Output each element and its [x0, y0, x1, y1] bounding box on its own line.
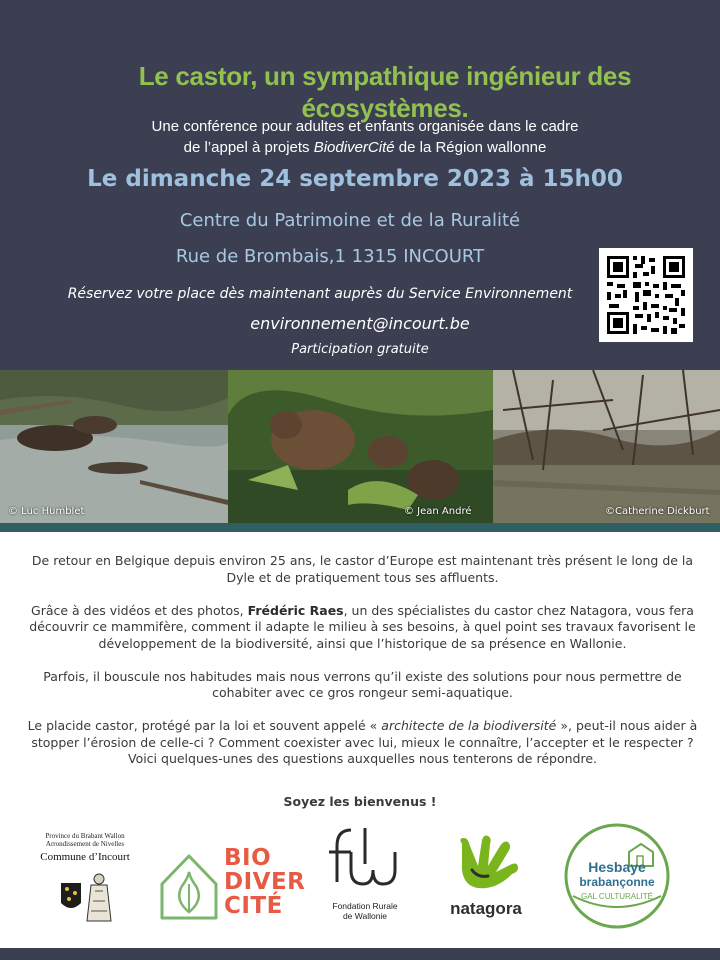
- header-banner: [0, 0, 720, 370]
- cite-word: CITÉ: [224, 893, 283, 919]
- beaver-river-image: [0, 370, 228, 523]
- gal-hesbaye-logo: [563, 822, 671, 930]
- paragraph-4: [20, 718, 705, 768]
- paragraph-3: Parfois, il bouscule nos habitudes mais nous verrons qu’il existe des solutions pour nous permettre de cohabiter avec ce gros rongeur semi-aquatique.: [43, 668, 682, 700]
- event-date: Le dimanche 24 septembre 2023 à 15h00: [87, 166, 623, 192]
- photo-credit-3: ©Catherine Dickburt: [605, 506, 710, 517]
- venue-address: Rue de Brombais,1 1315 INCOURT: [175, 246, 485, 267]
- separator-bar: [0, 523, 720, 532]
- house-leaf-icon: [158, 850, 220, 922]
- beaver-photo-2: [228, 370, 493, 523]
- contact-email[interactable]: environnement@incourt.be: [250, 314, 470, 333]
- natagora-text: natagora: [450, 899, 522, 918]
- natagora-logo: [436, 834, 536, 934]
- paragraph-2: [20, 603, 705, 653]
- speaker-name: Frédéric Raes: [247, 602, 344, 618]
- frw-line-1: Fondation Rurale: [332, 901, 398, 911]
- incourt-arrondissement: Arrondissement de Nivelles: [45, 840, 125, 848]
- paragraph-4-start: Le placide castor, protégé par la loi et souvent appelé «: [27, 718, 382, 733]
- architect-italic: architecte de la biodiversité: [381, 718, 557, 733]
- subtitle-prefix: de l’appel à projets: [183, 139, 314, 156]
- gal-hesbaye-text: Hesbaye: [588, 859, 646, 875]
- beaver-dam-photo: [493, 370, 720, 523]
- paragraph-2-end: , un des spécialistes du castor chez Natagora, vous fera découvrir ce mammifère, comment il adapte le milieu à ses besoins, à quel point ses travaux favorisent le développement de la biodiversité, ainsi que l’historique de sa présence en Wallonie.: [29, 602, 696, 651]
- partner-logos: [0, 820, 720, 948]
- bio-word: BIO: [224, 845, 272, 871]
- beaver-feeding-image: [228, 370, 493, 523]
- qr-code[interactable]: [599, 248, 693, 342]
- gal-culturalite-text: GAL CULTURALITÉ: [580, 892, 654, 901]
- paragraph-1: De retour en Belgique depuis environ 25 ans, le castor d’Europe est maintenant très présent le long de la Dyle et de pratiquement tous ses affluents.: [31, 553, 694, 585]
- subtitle-line-1: Une conférence pour adultes et enfants organisée dans le cadre: [151, 118, 579, 135]
- description-text: [20, 553, 705, 784]
- natagora-hand-icon: [448, 834, 524, 894]
- photo-strip: [0, 370, 720, 523]
- diver-word: DIVER: [224, 869, 306, 895]
- welcome-text: Soyez les bienvenus !: [283, 794, 437, 809]
- beaver-photo-1: [0, 370, 228, 523]
- paragraph-4-end: », peut-il nous aider à stopper l’érosion de celle-ci ? Comment coexister avec lui, mieux le connaître, l’accepter et le respecter ? Voici quelques-unes des questions auxquelles nous tenterons de répondre.: [31, 718, 698, 766]
- beaver-dam-image: [493, 370, 720, 523]
- subtitle-line-2: [0, 138, 720, 158]
- frw-monogram-icon: [325, 824, 405, 896]
- qr-code-icon: [599, 248, 693, 342]
- frw-line-2: de Wallonie: [342, 911, 388, 921]
- photo-credit-2: © Jean André: [404, 506, 472, 517]
- photo-credit-1: © Luc Humblet: [8, 506, 85, 517]
- biodivercite-logo: [158, 844, 308, 924]
- biodivercite-text: [224, 846, 305, 918]
- incourt-logo: [30, 832, 140, 942]
- footer-bar: [0, 948, 720, 960]
- venue-name: Centre du Patrimoine et de la Ruralité: [179, 210, 521, 231]
- paragraph-2-start: Grâce à des vidéos et des photos,: [31, 602, 248, 618]
- gal-brabanconne-text: brabançonne: [579, 875, 655, 889]
- biodivercite-italic: BiodiverCité: [313, 139, 395, 156]
- incourt-name: Commune d’Incourt: [40, 851, 130, 863]
- gal-circle-badge-icon: [563, 822, 671, 930]
- event-title: Le castor, un sympathique ingénieur des écosystèmes.: [138, 61, 632, 123]
- subtitle-suffix: de la Région wallonne: [394, 139, 547, 156]
- fondation-rurale-logo: [320, 824, 410, 934]
- free-entry-note: Participation gratuite: [291, 342, 429, 357]
- incourt-province: Province du Brabant Wallon: [45, 832, 125, 840]
- incourt-coat-of-arms-icon: [45, 869, 125, 927]
- reservation-text: Réservez votre place dès maintenant auprès du Service Environnement: [67, 286, 573, 302]
